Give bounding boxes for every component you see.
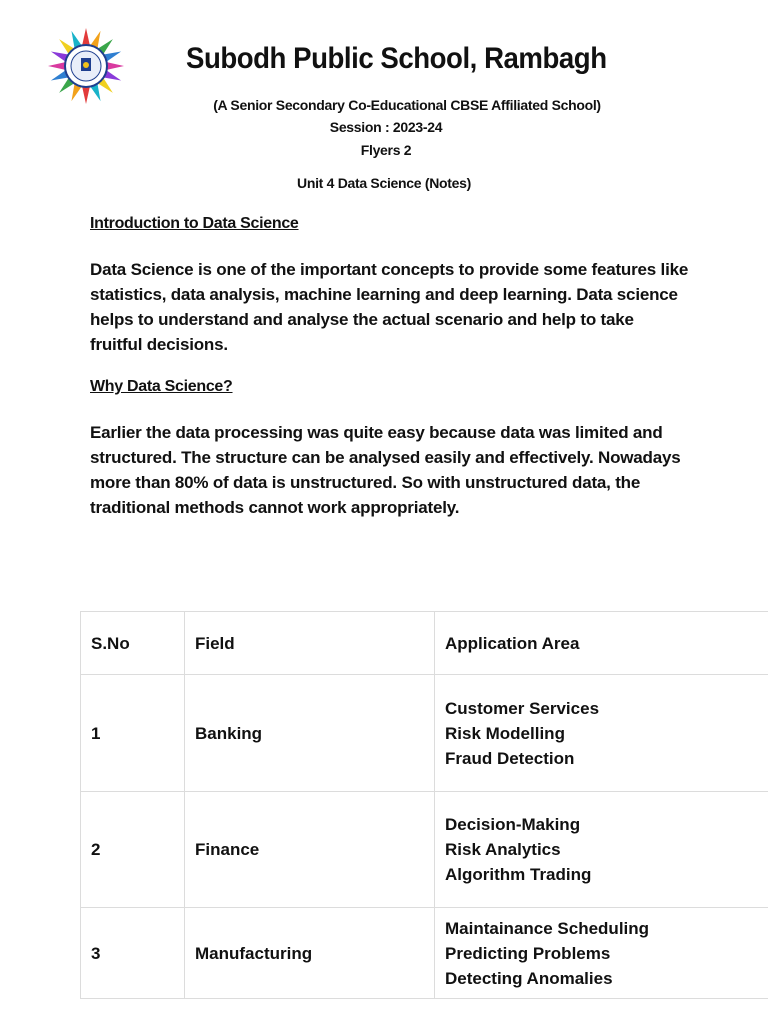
table-header-row: [81, 612, 768, 675]
school-subtitle: (A Senior Secondary Co-Educational CBSE Affiliated School): [213, 97, 601, 113]
cell-application-area: [435, 792, 768, 908]
header-sno: S.No: [81, 612, 185, 675]
table-row: [81, 675, 768, 792]
area-item: Predicting Problems: [445, 943, 611, 963]
area-item: Detecting Anomalies: [445, 968, 613, 988]
cell-field: Manufacturing: [185, 908, 435, 999]
area-item: Risk Analytics: [445, 840, 561, 859]
section-paragraph-why: Earlier the data processing was quite easy because data was limited and structured. The structure can be analysed easily and effectively. Nowadays more than 80% of data is unstructured. So with unstructured data, the traditional methods cannot work appropriately.: [90, 423, 681, 517]
section-paragraph-intro: Data Science is one of the important concepts to provide some features like statistics, data analysis, machine learning and deep learning. Data science helps to understand and analyse the actual scenario and help to take fruitful decisions.: [90, 260, 689, 354]
cell-field: Banking: [185, 675, 435, 792]
cell-sno: 1: [81, 675, 185, 792]
unit-title: Unit 4 Data Science (Notes): [297, 175, 471, 191]
header-field: Field: [185, 612, 435, 675]
table-row: [81, 792, 768, 908]
section-heading-intro: Introduction to Data Science: [90, 215, 299, 232]
cell-sno: 3: [81, 908, 185, 999]
cell-sno: 2: [81, 792, 185, 908]
area-item: Risk Modelling: [445, 723, 565, 743]
applications-table: [80, 611, 768, 999]
session-label: Session : 2023-24: [329, 119, 443, 135]
cell-application-area: [435, 908, 768, 999]
school-name: Subodh Public School, Rambagh: [186, 42, 607, 75]
table-row: [81, 908, 768, 999]
cell-field: Finance: [185, 792, 435, 908]
area-item: Maintainance Scheduling: [445, 918, 650, 938]
header-application-area: Application Area: [435, 612, 768, 675]
section-heading-why: Why Data Science?: [90, 378, 233, 395]
area-item: Algorithm Trading: [445, 865, 592, 884]
area-item: Decision-Making: [445, 815, 581, 834]
class-label: Flyers 2: [360, 142, 412, 158]
area-item: Customer Services: [445, 698, 600, 718]
area-item: Fraud Detection: [445, 748, 575, 768]
cell-application-area: [435, 675, 768, 792]
